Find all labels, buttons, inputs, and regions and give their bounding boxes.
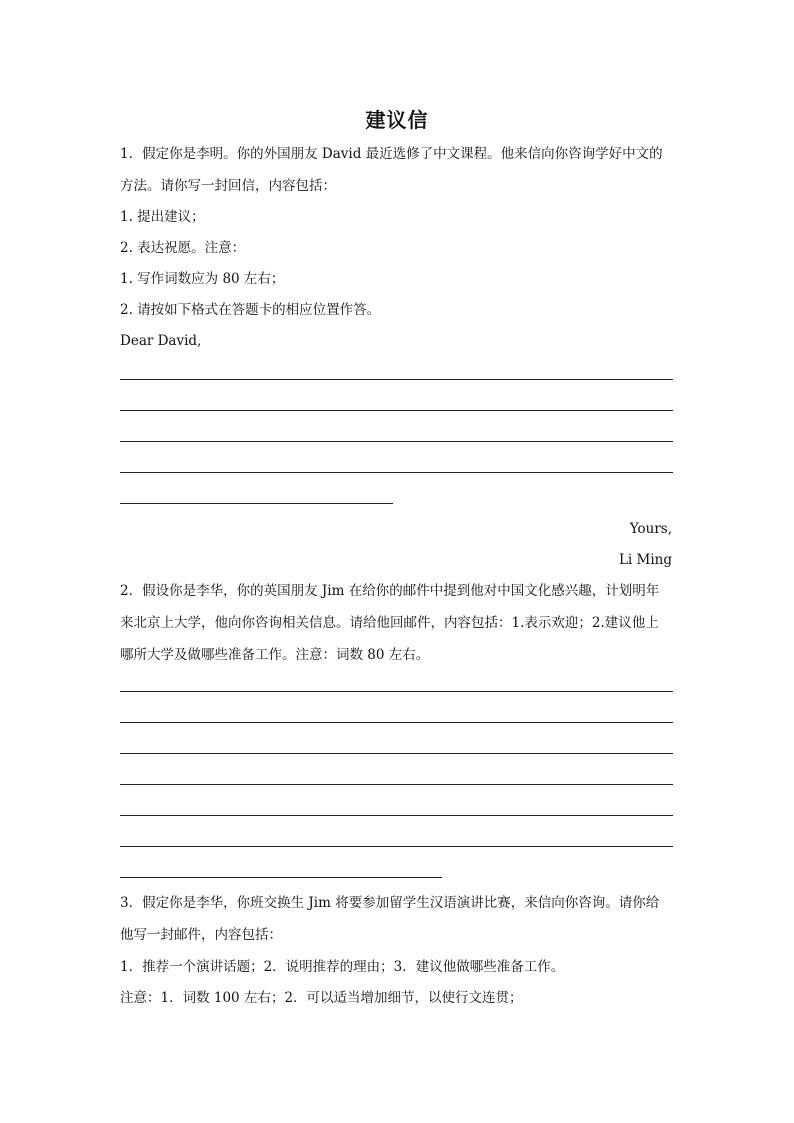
q1-answer-line[interactable]	[120, 410, 673, 411]
q1-answer-line[interactable]	[120, 379, 673, 380]
q2-answer-line-short[interactable]	[120, 877, 442, 878]
q1-content-item-2: 2. 表达祝愿。注意：	[120, 240, 246, 256]
q2-answer-line[interactable]	[120, 815, 673, 816]
q1-content-item-1: 1. 提出建议；	[120, 209, 205, 225]
q1-note-1: 1. 写作词数应为 80 左右；	[120, 271, 285, 287]
q2-prompt-line-3: 哪所大学及做哪些准备工作。注意：词数 80 左右。	[120, 647, 430, 663]
q2-prompt-line-2: 来北京上大学，他向你咨询相关信息。请给他回邮件，内容包括：1.表示欢迎；2.建议他上	[120, 615, 659, 631]
q2-answer-line[interactable]	[120, 753, 673, 754]
q3-content-items: 1．推荐一个演讲话题；2．说明推荐的理由；3．建议他做哪些准备工作。	[120, 959, 565, 975]
q2-prompt-line-1: 2．假设你是李华，你的英国朋友 Jim 在给你的邮件中提到他对中国文化感兴趣，计划明年	[120, 583, 660, 599]
q1-closing: Yours,	[629, 521, 672, 537]
q1-signature: Li Ming	[618, 552, 672, 568]
q2-answer-line[interactable]	[120, 846, 673, 847]
q2-answer-line[interactable]	[120, 722, 673, 723]
q1-answer-line[interactable]	[120, 441, 673, 442]
q3-prompt-line-2: 他写一封邮件，内容包括：	[120, 927, 282, 943]
q1-answer-line[interactable]	[120, 472, 673, 473]
q2-answer-line[interactable]	[120, 691, 673, 692]
q3-notes: 注意：1．词数 100 左右；2．可以适当增加细节，以使行文连贯；	[120, 990, 523, 1006]
q1-note-2: 2. 请按如下格式在答题卡的相应位置作答。	[120, 302, 381, 318]
page-title: 建议信	[365, 108, 429, 132]
q1-prompt-line-1: 1．假定你是李明。你的外国朋友 David 最近选修了中文课程。他来信向你咨询学好中文的	[120, 146, 663, 162]
q2-answer-line[interactable]	[120, 784, 673, 785]
q1-answer-line-short[interactable]	[120, 503, 393, 504]
q1-salutation: Dear David,	[120, 333, 202, 349]
q3-prompt-line-1: 3．假定你是李华，你班交换生 Jim 将要参加留学生汉语演讲比赛，来信向你咨询。请你给	[120, 895, 660, 911]
q1-prompt-line-2: 方法。请你写一封回信，内容包括：	[120, 178, 336, 194]
